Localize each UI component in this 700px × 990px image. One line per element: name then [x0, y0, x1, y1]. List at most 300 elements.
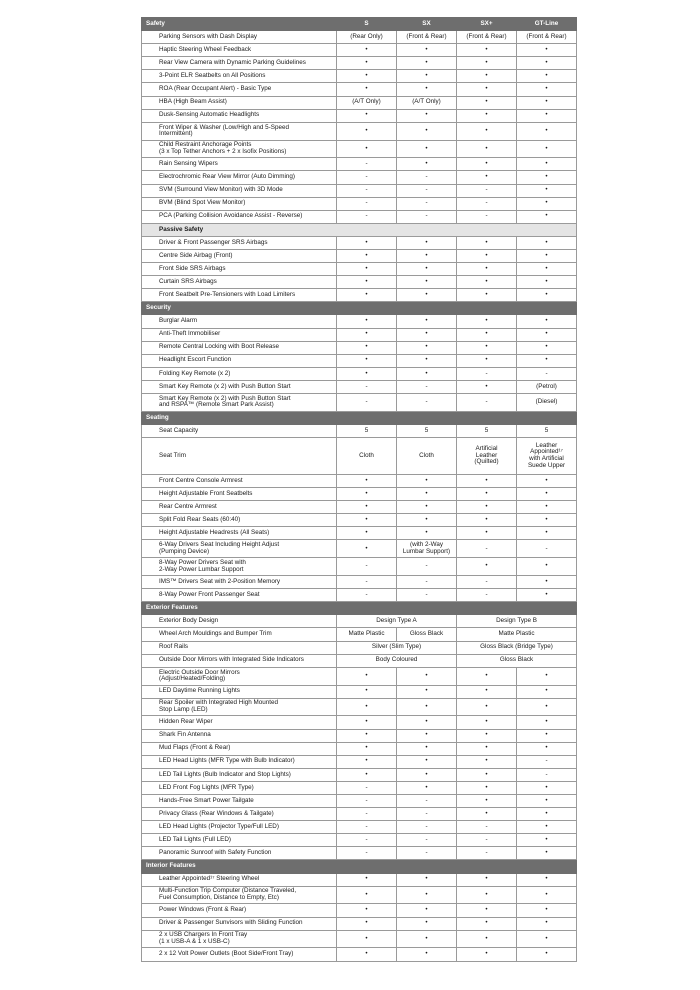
spec-value: • [337, 917, 397, 930]
spec-value: • [517, 576, 577, 589]
spec-value: • [457, 558, 517, 576]
spec-value: • [337, 488, 397, 501]
spec-value: • [337, 514, 397, 527]
section-title: Security [142, 302, 577, 315]
spec-value: Silver (Slim Type) [337, 641, 457, 654]
feature-name: Electric Outside Door Mirrors (Adjust/Heated/Folding) [142, 667, 337, 685]
spec-value: • [517, 57, 577, 70]
spec-value: • [397, 948, 457, 961]
table-row [142, 558, 577, 576]
feature-name: Child Restraint Anchorage Points (3 x Top Tether Anchors + 2 x Isofix Positions) [142, 140, 337, 158]
feature-name: SVM (Surround View Monitor) with 3D Mode [142, 184, 337, 197]
spec-value: • [457, 276, 517, 289]
spec-value: • [457, 289, 517, 302]
spec-table-body [142, 18, 577, 962]
spec-value: - [337, 210, 397, 223]
spec-value: - [397, 558, 457, 576]
table-row [142, 527, 577, 540]
feature-name: Front Side SRS Airbags [142, 263, 337, 276]
spec-value: • [517, 886, 577, 904]
feature-name: Driver & Front Passenger SRS Airbags [142, 236, 337, 249]
spec-value: • [337, 140, 397, 158]
section-header [142, 860, 577, 873]
spec-value: • [457, 886, 517, 904]
spec-value: • [517, 698, 577, 716]
spec-value: Design Type A [337, 615, 457, 628]
spec-value: • [337, 83, 397, 96]
spec-value: • [397, 263, 457, 276]
spec-value: • [457, 263, 517, 276]
spec-value: • [457, 667, 517, 685]
table-row [142, 488, 577, 501]
spec-value: • [337, 44, 397, 57]
feature-name: Height Adjustable Headrests (All Seats) [142, 527, 337, 540]
spec-value: • [397, 44, 457, 57]
feature-name: LED Tail Lights (Full LED) [142, 834, 337, 847]
spec-value: • [397, 276, 457, 289]
table-row [142, 158, 577, 171]
spec-value: • [337, 328, 397, 341]
spec-value: • [337, 698, 397, 716]
spec-value: • [397, 685, 457, 698]
spec-value: • [457, 171, 517, 184]
feature-name: LED Head Lights (MFR Type with Bulb Indicator) [142, 755, 337, 768]
feature-name: PCA (Parking Collision Avoidance Assist - Reverse) [142, 210, 337, 223]
feature-name: Wheel Arch Mouldings and Bumper Trim [142, 628, 337, 641]
spec-value: • [337, 236, 397, 249]
spec-value: • [517, 263, 577, 276]
feature-name: 2 x USB Chargers In Front Tray (1 x USB-A & 1 x USB-C) [142, 930, 337, 948]
spec-value: • [397, 873, 457, 886]
spec-value: • [457, 685, 517, 698]
spec-value: - [337, 558, 397, 576]
spec-value: • [337, 886, 397, 904]
spec-value: • [457, 514, 517, 527]
spec-value: • [457, 742, 517, 755]
spec-value: - [397, 394, 457, 412]
spec-value: • [337, 367, 397, 380]
table-row [142, 808, 577, 821]
table-row [142, 57, 577, 70]
spec-table [141, 17, 577, 962]
table-row [142, 475, 577, 488]
spec-value: • [397, 781, 457, 794]
table-row [142, 263, 577, 276]
feature-name: Front Wiper & Washer (Low/High and 5-Speed Intermittent) [142, 122, 337, 140]
spec-value: - [457, 367, 517, 380]
table-row [142, 514, 577, 527]
table-row [142, 873, 577, 886]
spec-value: • [337, 315, 397, 328]
feature-name: 3-Point ELR Seatbelts on All Positions [142, 70, 337, 83]
spec-value: - [397, 380, 457, 393]
spec-value: Gloss Black [457, 654, 577, 667]
feature-name: Smart Key Remote (x 2) with Push Button Start and RSPA™ (Remote Smart Park Assist) [142, 394, 337, 412]
feature-name: Rear Spoiler with Integrated High Mounted Stop Lamp (LED) [142, 698, 337, 716]
table-row [142, 540, 577, 558]
table-row [142, 315, 577, 328]
spec-value: • [397, 367, 457, 380]
spec-value: • [517, 44, 577, 57]
spec-value: • [397, 83, 457, 96]
feature-name: Parking Sensors with Dash Display [142, 31, 337, 44]
subsection-header [142, 223, 577, 236]
table-row [142, 768, 577, 781]
spec-value: • [457, 917, 517, 930]
spec-value: Gloss Black [397, 628, 457, 641]
spec-value: • [517, 514, 577, 527]
spec-value: • [517, 558, 577, 576]
spec-value: • [397, 930, 457, 948]
feature-name: Dusk-Sensing Automatic Headlights [142, 109, 337, 122]
spec-value: • [517, 140, 577, 158]
spec-value: • [397, 729, 457, 742]
table-row [142, 628, 577, 641]
spec-value: • [337, 685, 397, 698]
spec-value: - [397, 808, 457, 821]
spec-value: • [457, 236, 517, 249]
spec-value: • [517, 96, 577, 109]
feature-name: Electrochromic Rear View Mirror (Auto Dimming) [142, 171, 337, 184]
spec-value: • [397, 904, 457, 917]
spec-value: • [337, 341, 397, 354]
feature-name: LED Front Fog Lights (MFR Type) [142, 781, 337, 794]
feature-name: Leather Appointed¹⁷ Steering Wheel [142, 873, 337, 886]
spec-value: - [337, 380, 397, 393]
feature-name: HBA (High Beam Assist) [142, 96, 337, 109]
table-row [142, 44, 577, 57]
spec-value: • [397, 122, 457, 140]
spec-value: (Rear Only) [337, 31, 397, 44]
spec-value: - [337, 197, 397, 210]
spec-value: • [337, 122, 397, 140]
feature-name: Rain Sensing Wipers [142, 158, 337, 171]
spec-value: • [337, 263, 397, 276]
spec-value: • [457, 83, 517, 96]
spec-value: - [457, 576, 517, 589]
spec-value: • [517, 341, 577, 354]
spec-value: Cloth [337, 438, 397, 475]
spec-value: 5 [397, 424, 457, 437]
spec-value: • [457, 70, 517, 83]
spec-value: - [337, 158, 397, 171]
spec-value: - [397, 576, 457, 589]
spec-value: • [517, 742, 577, 755]
spec-value: • [517, 917, 577, 930]
table-row [142, 122, 577, 140]
spec-value: • [457, 158, 517, 171]
spec-value: • [457, 354, 517, 367]
spec-value: Leather Appointed¹⁷ with Artificial Suede Upper [517, 438, 577, 475]
spec-value: • [337, 354, 397, 367]
section-title: Interior Features [142, 860, 577, 873]
spec-value: • [397, 109, 457, 122]
table-row [142, 31, 577, 44]
feature-name: LED Daytime Running Lights [142, 685, 337, 698]
feature-name: IMS™ Drivers Seat with 2-Position Memory [142, 576, 337, 589]
spec-value: Matte Plastic [457, 628, 577, 641]
spec-value: • [337, 948, 397, 961]
table-row [142, 424, 577, 437]
table-row [142, 276, 577, 289]
feature-name: Seat Capacity [142, 424, 337, 437]
spec-value: (Diesel) [517, 394, 577, 412]
feature-name: Hands-Free Smart Power Tailgate [142, 794, 337, 807]
spec-value: - [337, 576, 397, 589]
spec-value: • [337, 276, 397, 289]
spec-value: • [517, 873, 577, 886]
spec-value: • [397, 768, 457, 781]
table-row [142, 654, 577, 667]
table-row [142, 328, 577, 341]
feature-name: Mud Flaps (Front & Rear) [142, 742, 337, 755]
table-row [142, 698, 577, 716]
spec-value: • [397, 716, 457, 729]
feature-name: Folding Key Remote (x 2) [142, 367, 337, 380]
table-row [142, 501, 577, 514]
column-header: S [337, 18, 397, 31]
spec-value: - [457, 821, 517, 834]
spec-value: • [517, 808, 577, 821]
feature-name: 8-Way Power Front Passenger Seat [142, 589, 337, 602]
spec-value: • [457, 57, 517, 70]
table-row [142, 615, 577, 628]
spec-value: Gloss Black (Bridge Type) [457, 641, 577, 654]
spec-value: • [517, 716, 577, 729]
spec-value: • [517, 685, 577, 698]
spec-value: - [397, 794, 457, 807]
spec-value: • [397, 70, 457, 83]
spec-value: • [517, 488, 577, 501]
feature-name: 8-Way Power Drivers Seat with 2-Way Power Lumbar Support [142, 558, 337, 576]
feature-name: BVM (Blind Spot View Monitor) [142, 197, 337, 210]
spec-value: - [337, 847, 397, 860]
spec-value: • [517, 210, 577, 223]
spec-value: • [517, 184, 577, 197]
spec-value: - [457, 197, 517, 210]
section-title: Safety [142, 18, 337, 31]
feature-name: Shark Fin Antenna [142, 729, 337, 742]
spec-value: • [397, 886, 457, 904]
spec-value: • [457, 873, 517, 886]
spec-value: • [397, 742, 457, 755]
spec-value: • [397, 158, 457, 171]
table-row [142, 210, 577, 223]
table-row [142, 904, 577, 917]
spec-value: • [337, 755, 397, 768]
spec-value: - [337, 589, 397, 602]
spec-value: 5 [457, 424, 517, 437]
feature-name: Exterior Body Design [142, 615, 337, 628]
table-row [142, 930, 577, 948]
spec-value: • [517, 589, 577, 602]
spec-value: (with 2-Way Lumbar Support) [397, 540, 457, 558]
feature-name: Anti-Theft Immobiliser [142, 328, 337, 341]
spec-value: Design Type B [457, 615, 577, 628]
spec-value: • [517, 158, 577, 171]
spec-value: • [517, 847, 577, 860]
section-header [142, 302, 577, 315]
table-row [142, 96, 577, 109]
spec-value: • [517, 667, 577, 685]
spec-value: 5 [517, 424, 577, 437]
spec-value: • [397, 488, 457, 501]
spec-value: - [397, 184, 457, 197]
table-row [142, 794, 577, 807]
spec-value: • [397, 57, 457, 70]
table-row [142, 367, 577, 380]
spec-value: - [337, 821, 397, 834]
section-header [142, 18, 577, 31]
table-row [142, 197, 577, 210]
table-row [142, 171, 577, 184]
feature-name: Multi-Function Trip Computer (Distance Traveled, Fuel Consumption, Distance to Empty, Etc) [142, 886, 337, 904]
spec-value: • [457, 527, 517, 540]
spec-value: • [517, 834, 577, 847]
spec-value: • [517, 289, 577, 302]
table-row [142, 821, 577, 834]
column-header: GT-Line [517, 18, 577, 31]
feature-name: Remote Central Locking with Boot Release [142, 341, 337, 354]
spec-value: • [457, 341, 517, 354]
table-row [142, 438, 577, 475]
table-row [142, 716, 577, 729]
spec-value: - [397, 171, 457, 184]
spec-value: • [337, 873, 397, 886]
spec-value: • [457, 794, 517, 807]
spec-value: • [517, 930, 577, 948]
spec-value: - [457, 540, 517, 558]
feature-name: Centre Side Airbag (Front) [142, 250, 337, 263]
feature-name: Haptic Steering Wheel Feedback [142, 44, 337, 57]
spec-value: 5 [337, 424, 397, 437]
table-row [142, 589, 577, 602]
spec-value: • [397, 236, 457, 249]
spec-value: • [457, 904, 517, 917]
feature-name: 2 x 12 Volt Power Outlets (Boot Side/Front Tray) [142, 948, 337, 961]
spec-value: • [517, 171, 577, 184]
spec-value: • [397, 527, 457, 540]
spec-value: - [457, 847, 517, 860]
feature-name: Seat Trim [142, 438, 337, 475]
spec-value: - [397, 197, 457, 210]
spec-value: (A/T Only) [337, 96, 397, 109]
spec-value: - [337, 394, 397, 412]
spec-value: • [517, 328, 577, 341]
spec-value: • [457, 698, 517, 716]
spec-value: • [337, 70, 397, 83]
spec-value: • [457, 475, 517, 488]
spec-value: • [457, 109, 517, 122]
spec-value: - [457, 210, 517, 223]
table-row [142, 140, 577, 158]
subsection-title: Passive Safety [142, 223, 577, 236]
spec-value: • [517, 781, 577, 794]
spec-value: • [517, 904, 577, 917]
spec-value: • [337, 57, 397, 70]
spec-value: • [457, 930, 517, 948]
spec-value: - [397, 834, 457, 847]
spec-value: • [337, 501, 397, 514]
spec-value: • [337, 667, 397, 685]
table-row [142, 184, 577, 197]
feature-name: ROA (Rear Occupant Alert) - Basic Type [142, 83, 337, 96]
spec-value: - [517, 768, 577, 781]
spec-value: • [397, 475, 457, 488]
table-row [142, 948, 577, 961]
spec-value: • [337, 527, 397, 540]
spec-value: (Front & Rear) [397, 31, 457, 44]
spec-value: • [337, 540, 397, 558]
feature-name: LED Head Lights (Projector Type/Full LED) [142, 821, 337, 834]
table-row [142, 236, 577, 249]
table-row [142, 641, 577, 654]
spec-value: • [517, 250, 577, 263]
table-row [142, 847, 577, 860]
spec-value: Body Coloured [337, 654, 457, 667]
spec-value: • [457, 781, 517, 794]
section-header [142, 602, 577, 615]
spec-value: • [337, 742, 397, 755]
spec-value: • [517, 354, 577, 367]
spec-value: Artificial Leather (Quilted) [457, 438, 517, 475]
table-row [142, 354, 577, 367]
spec-value: • [397, 354, 457, 367]
spec-value: • [397, 501, 457, 514]
spec-value: - [397, 821, 457, 834]
spec-value: Cloth [397, 438, 457, 475]
feature-name: Panoramic Sunroof with Safety Function [142, 847, 337, 860]
table-row [142, 917, 577, 930]
section-title: Exterior Features [142, 602, 577, 615]
spec-value: • [517, 527, 577, 540]
spec-value: - [517, 540, 577, 558]
feature-name: Outside Door Mirrors with Integrated Side Indicators [142, 654, 337, 667]
spec-value: • [397, 140, 457, 158]
spec-value: • [397, 755, 457, 768]
spec-value: - [337, 781, 397, 794]
feature-name: Split Fold Rear Seats (60:40) [142, 514, 337, 527]
spec-value: - [337, 794, 397, 807]
spec-value: - [457, 589, 517, 602]
spec-value: Matte Plastic [337, 628, 397, 641]
spec-value: • [337, 250, 397, 263]
spec-value: • [517, 83, 577, 96]
table-row [142, 83, 577, 96]
table-row [142, 341, 577, 354]
spec-value: • [397, 667, 457, 685]
spec-value: - [337, 171, 397, 184]
spec-value: - [517, 367, 577, 380]
table-row [142, 755, 577, 768]
spec-value: • [337, 930, 397, 948]
spec-value: - [397, 847, 457, 860]
spec-value: • [397, 698, 457, 716]
feature-name: Height Adjustable Front Seatbelts [142, 488, 337, 501]
spec-value: • [517, 475, 577, 488]
feature-name: Headlight Escort Function [142, 354, 337, 367]
spec-value: - [457, 394, 517, 412]
spec-value: • [337, 475, 397, 488]
spec-value: • [457, 96, 517, 109]
spec-value: • [517, 501, 577, 514]
spec-value: • [337, 716, 397, 729]
spec-value: • [457, 380, 517, 393]
spec-value: • [397, 514, 457, 527]
spec-value: • [337, 289, 397, 302]
spec-value: • [517, 70, 577, 83]
spec-value: • [457, 501, 517, 514]
